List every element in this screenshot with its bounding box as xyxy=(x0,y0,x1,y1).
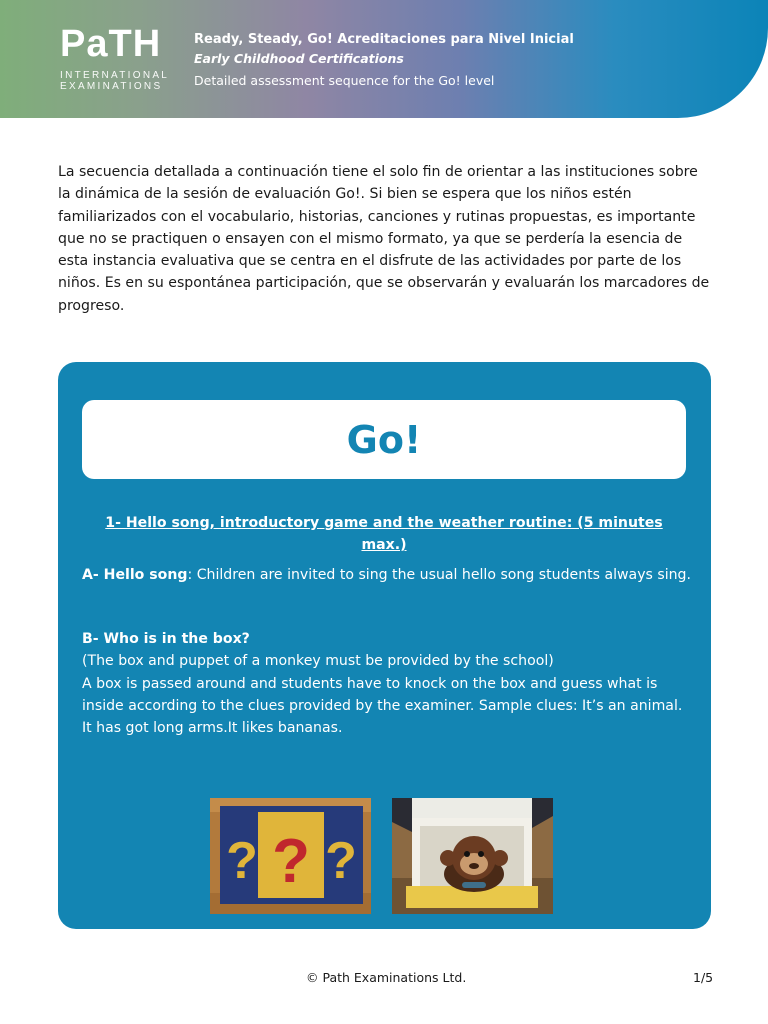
logo-wordmark: PaTH xyxy=(60,23,162,65)
header-text-block xyxy=(194,31,574,93)
question-box-photo xyxy=(210,798,371,914)
go-level-panel xyxy=(58,362,711,929)
page-header xyxy=(0,0,768,118)
header-subtitle: Early Childhood Certifications xyxy=(194,51,404,66)
item-a-label: A- Hello song xyxy=(82,567,188,583)
question-box-image xyxy=(210,798,371,914)
section-heading: 1- Hello song, introductory game and the weather routine: (5 minutes max.) xyxy=(105,515,663,554)
question-mark-left: ? xyxy=(226,832,258,890)
header-description: Detailed assessment sequence for the Go! level xyxy=(194,73,495,88)
item-hello-song xyxy=(82,564,694,586)
logo-line-examinations: EXAMINATIONS xyxy=(60,81,163,92)
question-mark-center: ? xyxy=(272,827,310,896)
item-who-is-in-the-box xyxy=(82,628,694,739)
level-title: Go! xyxy=(346,417,422,462)
page-number: 1/5 xyxy=(693,970,714,985)
item-b-text: A box is passed around and students have to knock on the box and guess what is inside according to the clues provided by the examiner. Sample clues: It’s an animal. It has got long arms.It likes bananas. xyxy=(82,675,683,737)
monkey-in-box-image xyxy=(392,798,553,914)
logo-line-international: INTERNATIONAL xyxy=(60,70,170,81)
monkey-puppet-photo xyxy=(392,798,553,914)
item-b-note: (The box and puppet of a monkey must be provided by the school) xyxy=(82,653,554,670)
item-b-label: B- Who is in the box? xyxy=(82,631,250,647)
question-mark-right: ? xyxy=(325,832,357,890)
level-title-box xyxy=(82,400,686,479)
header-title: Ready, Steady, Go! Acreditaciones para Nivel Inicial xyxy=(194,32,574,47)
path-logo xyxy=(60,23,170,92)
footer-copyright: © Path Examinations Ltd. xyxy=(306,970,467,985)
item-a-text: : Children are invited to sing the usual hello song students always sing. xyxy=(187,567,691,583)
intro-paragraph: La secuencia detallada a continuación tiene el solo fin de orientar a las instituciones sobre la dinámica de la sesión de evaluación Go!. Si bien se espera que los niños estén familiarizados con el vocabulario, historias, canciones y rutinas propuestas, es importante que no se practiquen o ensayen con el mismo formato, ya que se perdería la esencia de esta instancia evaluativa que se centra en el disfrute de las actividades por parte de los niños. Es en su espontánea participación, que se observarán y evaluarán los marcadores de progreso. xyxy=(58,164,710,314)
